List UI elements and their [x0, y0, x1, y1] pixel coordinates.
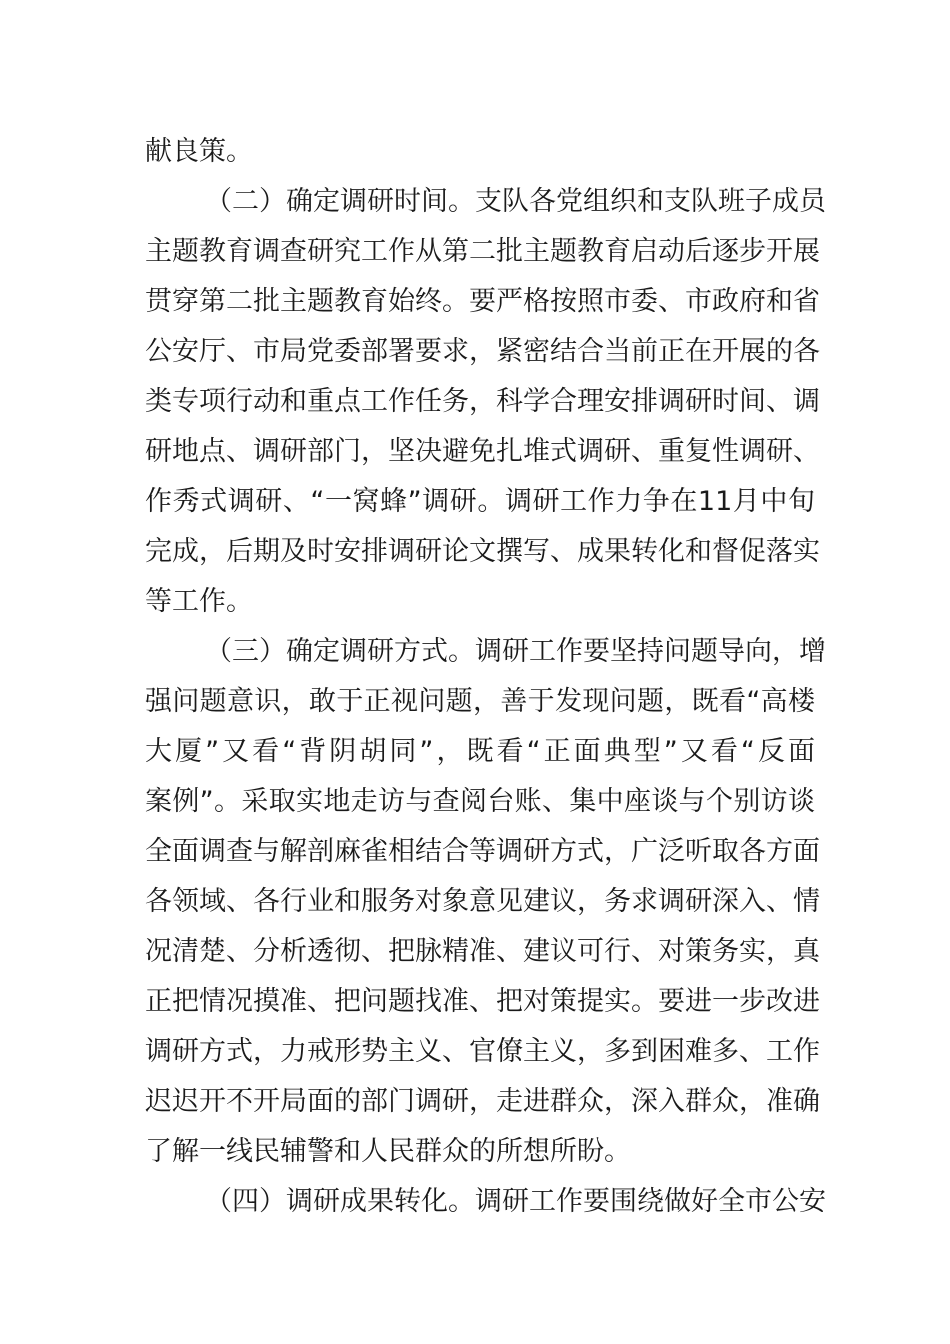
- section-2-heading-line: （二）确定调研时间。支队各党组织和支队班子成员: [205, 186, 826, 217]
- paragraph-line-8: 作秀式调研、“一窝蜂”调研。调研工作力争在11月中旬: [145, 486, 815, 517]
- paragraph-line-1: 献良策。: [145, 136, 253, 167]
- paragraph-line-4: 贯穿第二批主题教育始终。要严格按照市委、市政府和省: [145, 286, 820, 317]
- section-4-heading-line: （四）调研成果转化。调研工作要围绕做好全市公安: [205, 1186, 826, 1217]
- paragraph-line-7: 研地点、调研部门，坚决避免扎堆式调研、重复性调研、: [145, 436, 820, 467]
- section-3-heading-line: （三）确定调研方式。调研工作要坚持问题导向，增: [205, 636, 826, 667]
- paragraph-line-18: 正把情况摸准、把问题找准、把对策提实。要进一步改进: [145, 986, 820, 1017]
- paragraph-line-17: 况清楚、分析透彻、把脉精准、建议可行、对策务实，真: [145, 936, 820, 967]
- paragraph-line-19: 调研方式，力戒形势主义、官僚主义，多到困难多、工作: [145, 1036, 820, 1067]
- paragraph-line-20: 迟迟开不开局面的部门调研，走进群众，深入群众，准确: [145, 1086, 820, 1117]
- paragraph-line-3: 主题教育调查研究工作从第二批主题教育启动后逐步开展: [145, 236, 820, 267]
- paragraph-line-12: 强问题意识，敢于正视问题，善于发现问题，既看“高楼: [145, 686, 815, 717]
- paragraph-line-14: 案例”。采取实地走访与查阅台账、集中座谈与个别访谈: [145, 786, 815, 817]
- paragraph-line-5: 公安厅、市局党委部署要求，紧密结合当前正在开展的各: [145, 336, 820, 367]
- paragraph-line-10: 等工作。: [145, 586, 253, 617]
- paragraph-line-6: 类专项行动和重点工作任务，科学合理安排调研时间、调: [145, 386, 820, 417]
- paragraph-line-16: 各领域、各行业和服务对象意见建议，务求调研深入、情: [145, 886, 820, 917]
- paragraph-line-21: 了解一线民辅警和人民群众的所想所盼。: [145, 1136, 631, 1167]
- paragraph-line-13: 大厦”又看“背阴胡同”，既看“正面典型”又看“反面: [145, 736, 815, 767]
- paragraph-line-15: 全面调查与解剖麻雀相结合等调研方式，广泛听取各方面: [145, 836, 820, 867]
- paragraph-line-9: 完成，后期及时安排调研论文撰写、成果转化和督促落实: [145, 536, 820, 567]
